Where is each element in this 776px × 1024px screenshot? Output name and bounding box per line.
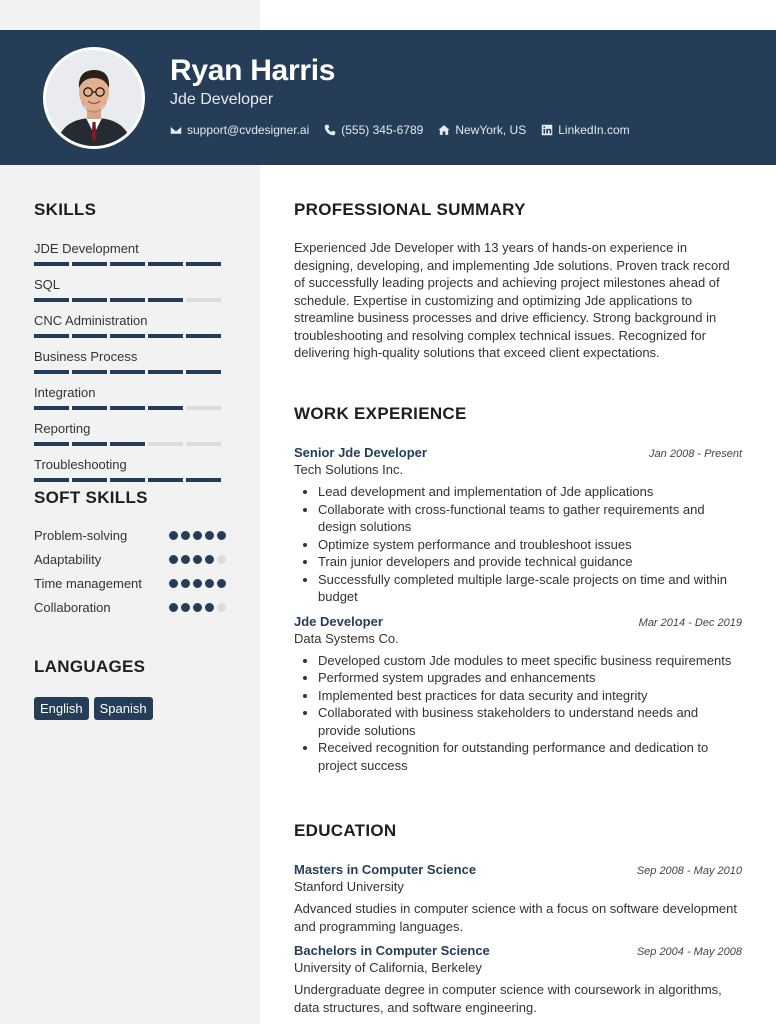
rating-dot-filled xyxy=(217,579,226,588)
skill-segment-empty xyxy=(148,442,183,446)
rating-dot-filled xyxy=(181,579,190,588)
skill-segment-filled xyxy=(34,370,69,374)
skill-segment-filled xyxy=(110,334,145,338)
education-degree: Bachelors in Computer Science xyxy=(294,943,490,958)
soft-skill-rating xyxy=(169,599,226,612)
home-icon xyxy=(438,124,450,136)
summary-heading: PROFESSIONAL SUMMARY xyxy=(294,200,526,219)
summary-section xyxy=(294,200,742,362)
summary-text: Experienced Jde Developer with 13 years of hands-on experience in designing, developing, and implementing Jde solutions. Proven track record of successfully leading projects and achieving project milestones ahead of schedule. Expertise in customizing and optimizing Jde applications to streamline business processes and drive efficiency. Strong background in troubleshooting and resolving complex technical issues. Recognized for delivering high-quality solutions that exceed client expectations. xyxy=(294,240,730,360)
skill-segment-filled xyxy=(110,262,145,266)
job-position: Jde Developer xyxy=(294,613,383,629)
avatar-image xyxy=(46,50,142,146)
soft-skill-item xyxy=(34,527,226,544)
skill-segment-filled xyxy=(72,298,107,302)
skill-segment-filled xyxy=(34,262,69,266)
skill-level-bar xyxy=(34,442,226,446)
rating-dot-empty xyxy=(217,603,226,612)
rating-dot-filled xyxy=(205,579,214,588)
languages-heading: LANGUAGES xyxy=(34,657,146,676)
language-tag: English xyxy=(34,697,89,720)
phone-icon xyxy=(324,124,336,136)
skill-level-bar xyxy=(34,334,226,338)
languages-list xyxy=(34,697,226,720)
education-entry xyxy=(294,862,742,935)
job-position: Senior Jde Developer xyxy=(294,445,427,460)
rating-dot-filled xyxy=(193,531,202,540)
rating-dot-filled xyxy=(193,555,202,564)
skill-segment-filled xyxy=(148,370,183,374)
skill-level-bar xyxy=(34,370,226,374)
candidate-name: Ryan Harris xyxy=(170,54,336,87)
job-bullet: Received recognition for outstanding performance and dedication to project success xyxy=(318,739,742,774)
education-section xyxy=(294,821,742,1016)
education-list xyxy=(294,862,742,1016)
skill-item xyxy=(34,277,226,302)
soft-skill-item xyxy=(34,551,226,568)
job-bullet: Collaborate with cross-functional teams to gather requirements and design solutions xyxy=(318,501,742,536)
skill-segment-empty xyxy=(186,298,221,302)
skill-segment-filled xyxy=(148,334,183,338)
job-entry xyxy=(294,445,742,606)
soft-skills-section xyxy=(34,488,226,616)
skill-label: CNC Administration xyxy=(34,313,148,328)
education-header xyxy=(294,862,742,877)
soft-skill-item xyxy=(34,599,226,616)
jobs-list xyxy=(294,445,742,774)
job-title: Jde Developer xyxy=(170,91,274,108)
skill-segment-filled xyxy=(148,406,183,410)
skill-label: Troubleshooting xyxy=(34,457,127,472)
contact-linkedin[interactable] xyxy=(541,123,629,137)
soft-skills-heading: SOFT SKILLS xyxy=(34,488,148,507)
linkedin-text: LinkedIn.com xyxy=(558,123,630,137)
job-bullet: Implemented best practices for data security and integrity xyxy=(318,687,742,705)
skill-segment-filled xyxy=(72,442,107,446)
rating-dot-filled xyxy=(169,603,178,612)
job-dates: Jan 2008 - Present xyxy=(649,448,742,460)
contact-phone[interactable] xyxy=(324,123,423,137)
skill-item xyxy=(34,313,226,338)
soft-skill-label: Time management xyxy=(34,576,142,591)
job-bullet: Performed system upgrades and enhancements xyxy=(318,669,742,687)
contact-email[interactable] xyxy=(170,123,309,137)
email-text: support@cvdesigner.ai xyxy=(187,123,310,137)
skill-item xyxy=(34,241,226,266)
education-school: University of California, Berkeley xyxy=(294,960,482,975)
skill-segment-filled xyxy=(148,262,183,266)
rating-dot-filled xyxy=(193,603,202,612)
skill-segment-filled xyxy=(72,406,107,410)
job-bullet: Lead development and implementation of Jde applications xyxy=(318,483,742,501)
soft-skill-item xyxy=(34,575,226,592)
education-header xyxy=(294,943,742,958)
education-school: Stanford University xyxy=(294,879,404,894)
job-bullet: Developed custom Jde modules to meet specific business requirements xyxy=(318,652,742,670)
job-bullet: Collaborated with business stakeholders to understand needs and provide solutions xyxy=(318,704,742,739)
skill-level-bar xyxy=(34,478,226,482)
skill-segment-filled xyxy=(34,478,69,482)
job-bullet: Optimize system performance and troubleshoot issues xyxy=(318,536,742,554)
rating-dot-filled xyxy=(205,603,214,612)
skill-segment-filled xyxy=(34,442,69,446)
skill-label: JDE Development xyxy=(34,241,139,256)
education-degree: Masters in Computer Science xyxy=(294,862,477,877)
rating-dot-filled xyxy=(181,531,190,540)
skill-segment-filled xyxy=(186,334,221,338)
skill-segment-filled xyxy=(34,298,69,302)
skill-label: Reporting xyxy=(34,421,91,436)
education-description: Advanced studies in computer science with a focus on software development and programming languages. xyxy=(294,901,737,934)
skills-list xyxy=(34,241,226,482)
rating-dot-filled xyxy=(205,531,214,540)
education-description: Undergraduate degree in computer science with coursework in algorithms, data structures, and software engineering. xyxy=(294,982,722,1015)
soft-skills-list xyxy=(34,527,226,616)
soft-skill-rating xyxy=(169,575,226,588)
education-dates: Sep 2004 - May 2008 xyxy=(636,946,742,958)
job-entry xyxy=(294,614,742,775)
skill-segment-empty xyxy=(186,442,221,446)
job-bullet: Successfully completed multiple large-scale projects on time and within budget xyxy=(318,571,742,606)
skill-level-bar xyxy=(34,262,226,266)
languages-section xyxy=(34,657,226,720)
job-bullet: Train junior developers and provide technical guidance xyxy=(318,553,742,571)
soft-skill-label: Adaptability xyxy=(34,552,102,567)
soft-skill-rating xyxy=(169,527,226,540)
education-heading: EDUCATION xyxy=(294,821,397,840)
contact-bar xyxy=(170,123,645,137)
skill-segment-filled xyxy=(72,334,107,338)
soft-skill-rating xyxy=(169,551,226,564)
skill-segment-filled xyxy=(110,478,145,482)
profile-photo xyxy=(43,47,145,149)
contact-location xyxy=(438,123,526,137)
job-header xyxy=(294,445,742,460)
skill-level-bar xyxy=(34,298,226,302)
skills-section xyxy=(34,200,226,493)
skill-segment-filled xyxy=(72,478,107,482)
language-tag: Spanish xyxy=(94,697,153,720)
skill-segment-filled xyxy=(186,370,221,374)
rating-dot-empty xyxy=(217,555,226,564)
rating-dot-filled xyxy=(169,531,178,540)
skill-item xyxy=(34,385,226,410)
skill-label: SQL xyxy=(34,277,61,292)
skill-segment-filled xyxy=(34,334,69,338)
education-entry xyxy=(294,943,742,1016)
rating-dot-filled xyxy=(193,579,202,588)
soft-skill-label: Problem-solving xyxy=(34,528,128,543)
skill-level-bar xyxy=(34,406,226,410)
skill-segment-empty xyxy=(186,406,221,410)
rating-dot-filled xyxy=(181,555,190,564)
skill-segment-filled xyxy=(148,298,183,302)
skill-segment-filled xyxy=(110,298,145,302)
rating-dot-filled xyxy=(205,555,214,564)
skill-segment-filled xyxy=(148,478,183,482)
experience-heading: WORK EXPERIENCE xyxy=(294,404,467,423)
skill-item xyxy=(34,421,226,446)
envelope-icon xyxy=(170,124,182,136)
experience-section xyxy=(294,404,742,774)
job-header xyxy=(294,614,742,629)
skill-segment-filled xyxy=(110,406,145,410)
job-company: Data Systems Co. xyxy=(294,630,399,646)
job-bullets xyxy=(294,483,742,606)
soft-skill-label: Collaboration xyxy=(34,600,111,615)
skill-segment-filled xyxy=(34,406,69,410)
job-bullets xyxy=(294,652,742,775)
skill-item xyxy=(34,349,226,374)
skill-segment-filled xyxy=(72,370,107,374)
rating-dot-filled xyxy=(217,531,226,540)
skill-label: Integration xyxy=(34,385,96,400)
skill-segment-filled xyxy=(186,262,221,266)
rating-dot-filled xyxy=(169,555,178,564)
resume-header xyxy=(0,30,776,165)
skill-item xyxy=(34,457,226,482)
skills-heading: SKILLS xyxy=(34,200,97,219)
job-dates: Mar 2014 - Dec 2019 xyxy=(638,616,742,629)
linkedin-icon xyxy=(541,124,553,136)
skill-segment-filled xyxy=(72,262,107,266)
education-dates: Sep 2008 - May 2010 xyxy=(636,865,742,877)
location-text: NewYork, US xyxy=(455,123,527,137)
job-company: Tech Solutions Inc. xyxy=(294,462,404,477)
skill-segment-filled xyxy=(110,442,145,446)
phone-text: (555) 345-6789 xyxy=(341,123,424,137)
rating-dot-filled xyxy=(181,603,190,612)
skill-segment-filled xyxy=(186,478,221,482)
rating-dot-filled xyxy=(169,579,178,588)
skill-label: Business Process xyxy=(34,349,138,364)
skill-segment-filled xyxy=(110,370,145,374)
